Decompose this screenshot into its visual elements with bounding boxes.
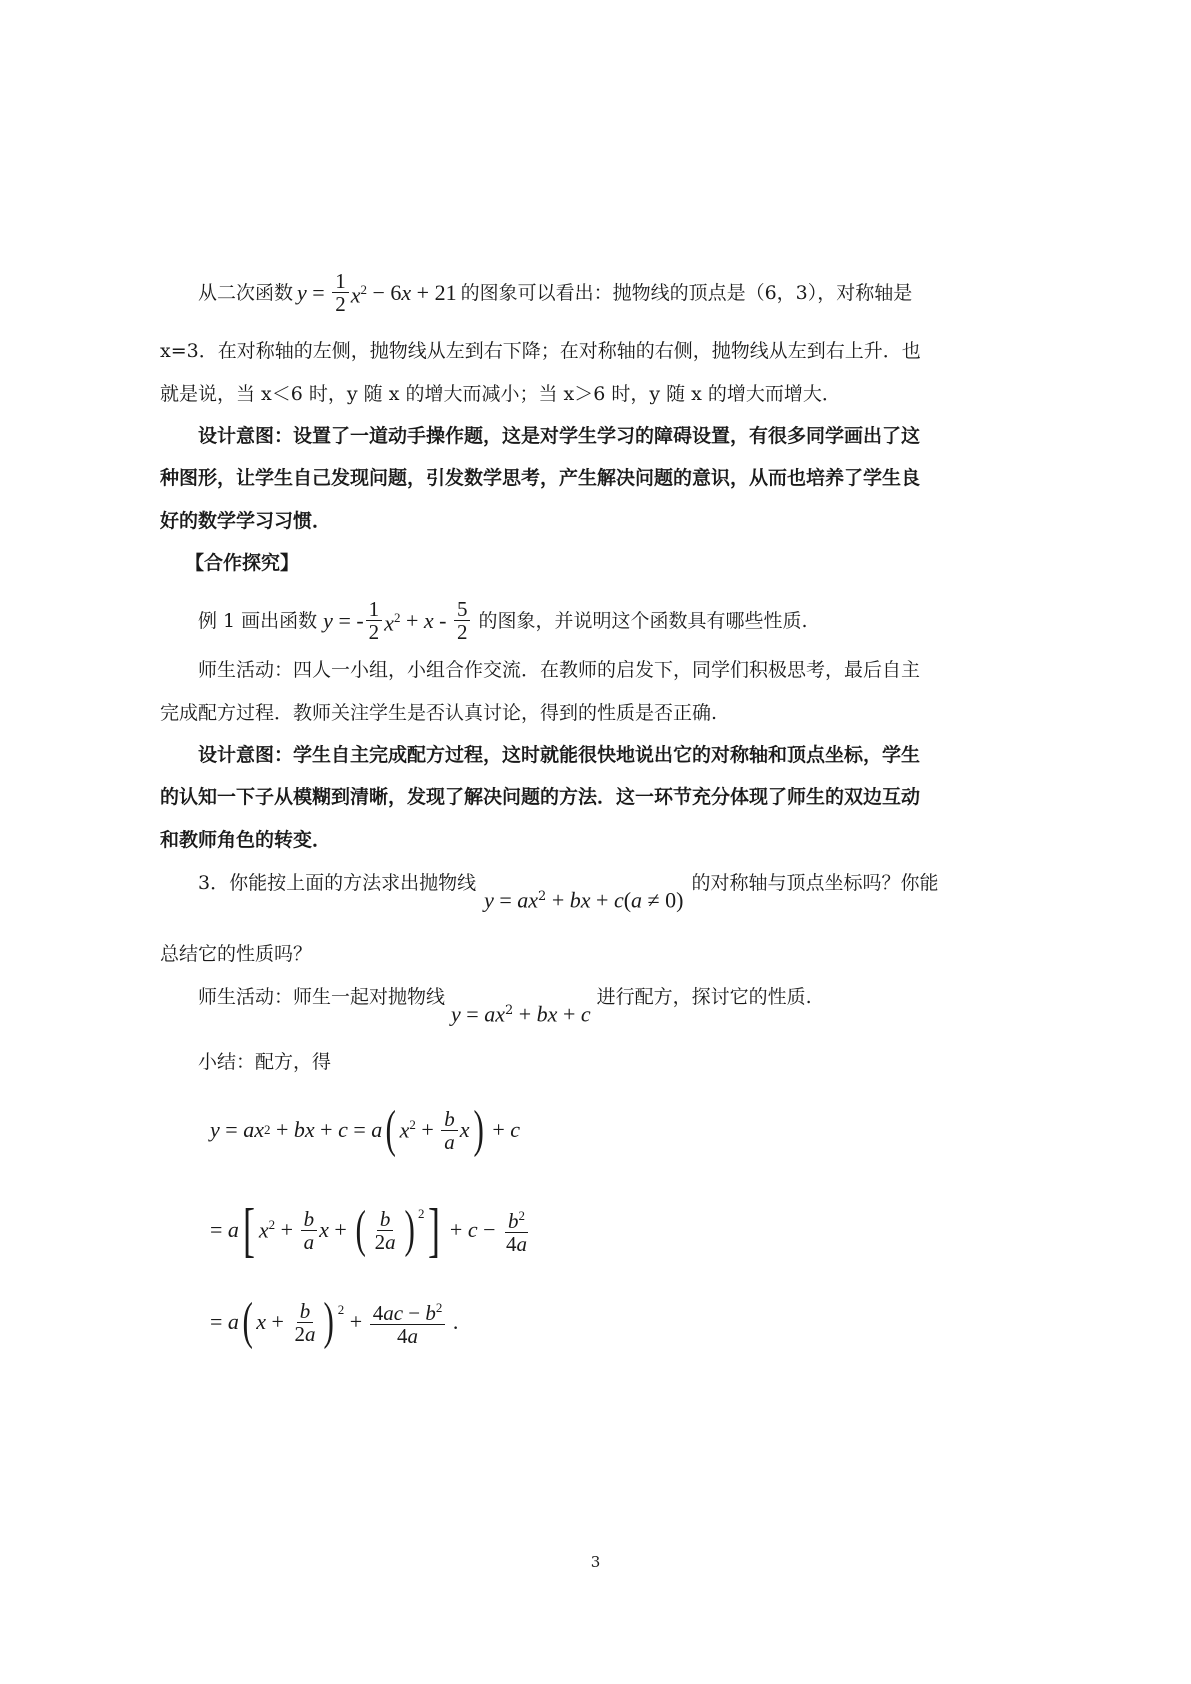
- text-segment: 进行配方，探讨它的性质.: [596, 986, 812, 1008]
- question-line: 总结它的性质吗？: [160, 943, 313, 965]
- design-intent-line: 的认知一下子从模糊到清晰，发现了解决问题的方法．这一环节充分体现了师生的双边互动: [160, 786, 921, 808]
- section-heading: 【合作探究】: [185, 552, 300, 574]
- activity-line: 完成配方过程．教师关注学生是否认真讨论，得到的性质是否正确.: [160, 702, 718, 724]
- text-segment: 3．你能按上面的方法求出抛物线: [198, 872, 477, 894]
- general-quadratic-2: $y = ax^2$ + bx + c: [451, 1001, 591, 1027]
- text-segment: 的图象可以看出：抛物线的顶点是（6，3），对称轴是: [460, 281, 913, 304]
- text-segment: 的图象，并说明这个函数具有哪些性质.: [478, 609, 808, 632]
- activity-line: 师生活动：四人一小组，小组合作交流．在教师的启发下，同学们积极思考，最后自主: [198, 659, 921, 681]
- quadratic-equation-1: y = $\frac{1}{2}$ $x^2$ − 6 x + 21: [297, 269, 457, 316]
- paragraph-line: x=3．在对称轴的左侧，抛物线从左到右下降；在对称轴的右侧，抛物线从左到右上升．也: [160, 340, 921, 362]
- question-3: [198, 868, 998, 916]
- text-segment: 从二次函数: [198, 281, 294, 304]
- design-intent-line: 和教师角色的转变．: [160, 829, 332, 851]
- quadratic-equation-2: y = - $\frac{1}{2}$ $x^2$ + x - $\frac{5}{2}$: [323, 598, 472, 643]
- text-segment: 的对称轴与顶点坐标吗？你能: [691, 872, 939, 894]
- design-intent-line: 种图形，让学生自己发现问题，引发数学思考，产生解决问题的意识，从而也培养了学生良: [160, 467, 921, 489]
- summary-line: 小结：配方，得: [198, 1051, 332, 1073]
- derivation-line-3: = a ( x + $\frac{b}{2a}$ ) 2 + $\frac{4ac - b^2}{4a}$ .: [210, 1293, 459, 1350]
- design-intent-line: 设计意图：设置了一道动手操作题，这是对学生学习的障碍设置，有很多同学画出了这: [198, 425, 921, 447]
- design-intent-line: 设计意图：学生自主完成配方过程，这时就能很快地说出它的对称轴和顶点坐标，学生: [198, 744, 921, 766]
- derivation-line-1: y = ax 2 + bx + c = a ( $x^2$ + $\frac{b}{a}$ x ) + c: [210, 1101, 521, 1158]
- text-segment: 例 1 画出函数: [198, 609, 318, 632]
- design-intent-line: 好的数学学习习惯．: [160, 510, 332, 532]
- page-number: 3: [590, 1553, 601, 1571]
- text-segment: 师生活动：师生一起对抛物线: [198, 986, 446, 1008]
- derivation-line-2: = a [ $x^2$ + $\frac{b}{a}$ x + ( $\frac{b}{2a}$ ) 2 ] + c − $\frac{b^2}{4a}$: [210, 1197, 528, 1263]
- activity-2: [198, 982, 998, 1030]
- paragraph-line: 就是说，当 x＜6 时，y 随 x 的增大而减小；当 x＞6 时，y 随 x 的增大而增大．: [160, 383, 841, 405]
- general-quadratic-1: $y = ax^2$ + bx + c(a ≠ 0): [484, 887, 684, 913]
- example-1: [198, 598, 998, 643]
- paragraph-vertex-intro: [198, 270, 998, 315]
